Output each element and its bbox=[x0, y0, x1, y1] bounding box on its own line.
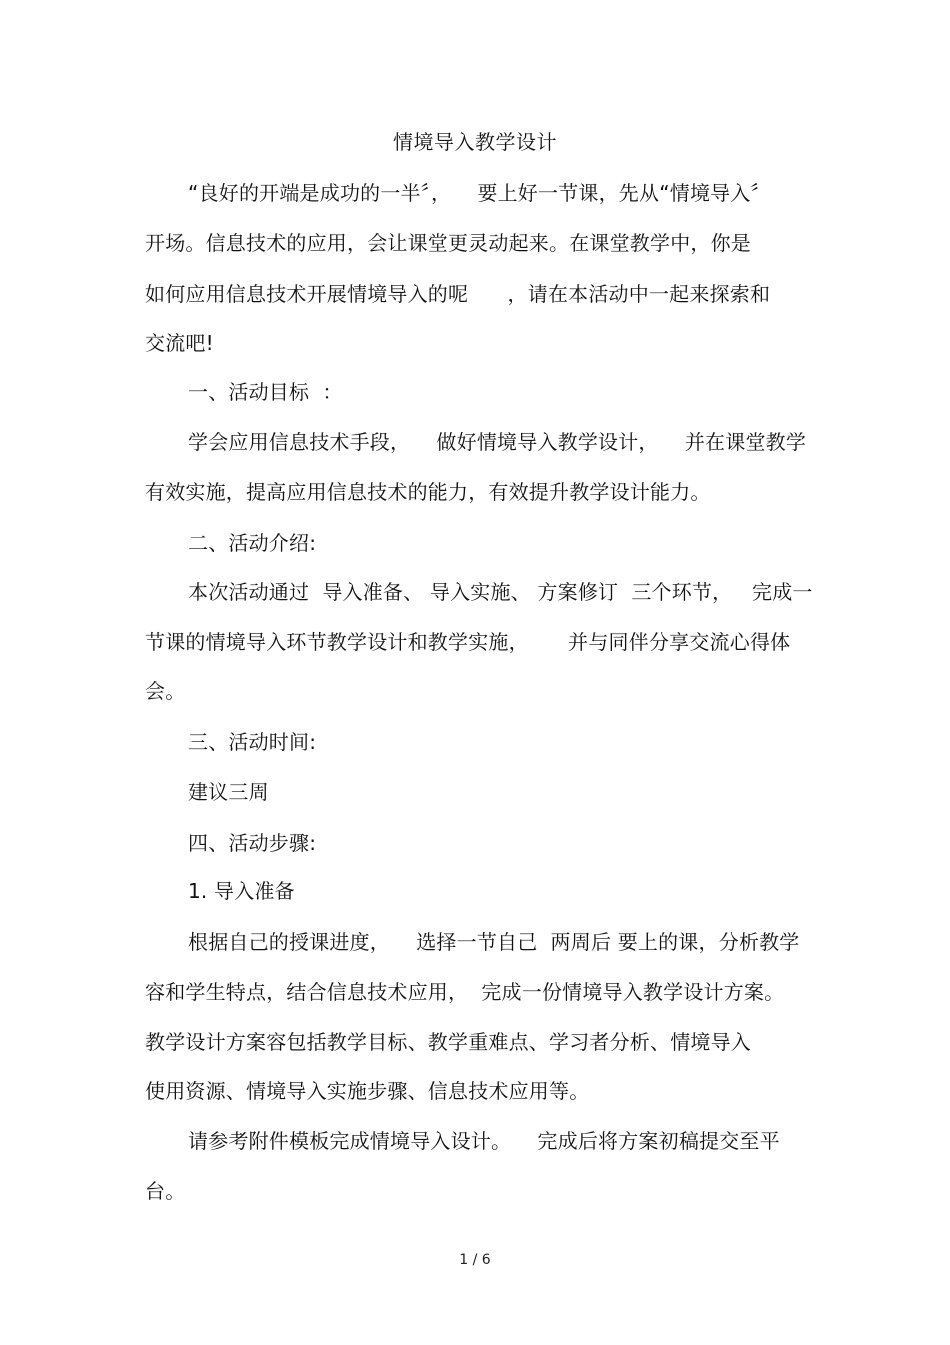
page-number: 1 / 6 bbox=[459, 1252, 491, 1268]
section-heading: 一、活动目标 ： bbox=[188, 380, 343, 404]
paragraph-line: 节课的情境导入环节教学设计和教学实施， 并与同伴分享交流心得体 bbox=[145, 630, 791, 654]
paragraph-line: 本次活动通过 导入准备、 导入实施、 方案修订 三个环节， 完成一 bbox=[188, 580, 813, 604]
section-heading: 二、活动介绍: bbox=[188, 531, 317, 555]
paragraph-line: 容和学生特点，结合信息技术应用， 完成一份情境导入教学设计方案。 bbox=[145, 980, 785, 1004]
paragraph-line: 建议三周 bbox=[188, 780, 269, 804]
paragraph-line: 交流吧! bbox=[145, 331, 214, 355]
paragraph-line: 使用资源、情境导入实施步骤、信息技术应用等。 bbox=[145, 1079, 590, 1103]
document-title: 情境导入教学设计 bbox=[393, 130, 557, 154]
paragraph-line: “良好的开端是成功的一半〞， 要上好一节课，先从“情境导入〞 bbox=[188, 181, 771, 205]
paragraph-line: 请参考附件模板完成情境导入设计。 完成后将方案初稿提交至平 bbox=[188, 1129, 780, 1153]
paragraph-line: 有效实施，提高应用信息技术的能力，有效提升教学设计能力。 bbox=[145, 480, 711, 504]
paragraph-line: 教学设计方案容包括教学目标、教学重难点、学习者分析、情境导入 bbox=[145, 1030, 751, 1054]
paragraph-line: 如何应用信息技术开展情境导入的呢 ，请在本活动中一起来探索和 bbox=[145, 282, 771, 306]
paragraph-line: 开场。信息技术的应用，会让课堂更灵动起来。在课堂教学中，你是 bbox=[145, 231, 751, 255]
section-heading: 四、活动步骤: bbox=[188, 831, 317, 855]
paragraph-line: 根据自己的授课进度， 选择一节自己 两周后 要上的课，分析教学 bbox=[188, 930, 800, 954]
paragraph-line: 会。 bbox=[145, 679, 186, 703]
paragraph-line: 台。 bbox=[145, 1179, 186, 1203]
subsection-heading: 1. 导入准备 bbox=[188, 879, 295, 903]
section-heading: 三、活动时间: bbox=[188, 730, 317, 754]
paragraph-line: 学会应用信息技术手段， 做好情境导入教学设计， 并在课堂教学 bbox=[188, 430, 807, 454]
